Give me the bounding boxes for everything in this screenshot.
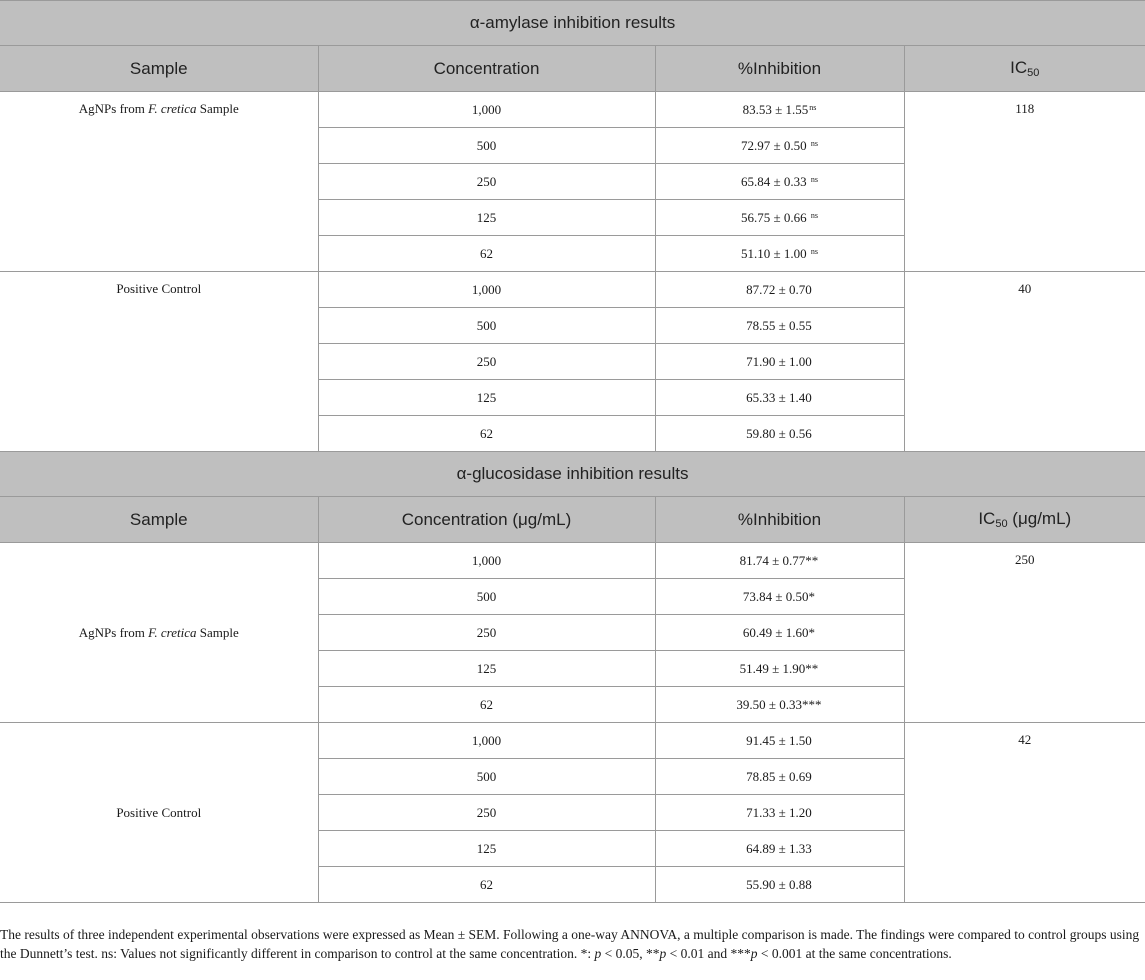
inhibition-value: 55.90 ± 0.88 (746, 876, 812, 892)
significance-mark: ns (809, 102, 817, 112)
concentration-cell: 1,000 (318, 92, 655, 128)
concentration-cell: 62 (318, 236, 655, 272)
inhibition-cell (655, 308, 904, 344)
table-row (0, 272, 1145, 308)
inhibition-value: 39.50 ± 0.33*** (736, 696, 822, 712)
inhibition-cell (655, 795, 904, 831)
ic50-cell: 42 (904, 723, 1145, 903)
concentration-cell: 250 (318, 344, 655, 380)
significance-mark: ns (810, 210, 818, 220)
concentration-cell: 1,000 (318, 543, 655, 579)
inhibition-value: 51.49 ± 1.90** (739, 660, 819, 676)
concentration-cell: 500 (318, 579, 655, 615)
header-ic50: $IC_{50}$ (μg/mL) (904, 497, 1145, 543)
sample-cell (0, 723, 318, 903)
amylase-section (0, 1, 1145, 92)
table-row (0, 723, 1145, 759)
inhibition-cell (655, 128, 904, 164)
inhibition-value: 65.84 ± 0.33 (740, 173, 810, 189)
inhibition-cell (655, 723, 904, 759)
sample-label: Positive Control (116, 281, 202, 296)
inhibition-cell (655, 380, 904, 416)
concentration-cell: 250 (318, 795, 655, 831)
header-ic50: $IC_{50}$ (904, 46, 1145, 92)
inhibition-cell (655, 831, 904, 867)
header-concentration: Concentration (μg/mL) (318, 497, 655, 543)
inhibition-value: 59.80 ± 0.56 (746, 425, 812, 441)
glucosidase-data (0, 543, 1145, 903)
inhibition-cell (655, 867, 904, 903)
inhibition-value: 78.85 ± 0.69 (746, 768, 812, 784)
inhibition-value: 72.97 ± 0.50 (740, 137, 810, 153)
inhibition-cell (655, 759, 904, 795)
table-row (0, 543, 1145, 579)
sample-label: AgNPs from (78, 101, 149, 116)
concentration-cell: 125 (318, 831, 655, 867)
inhibition-cell (655, 344, 904, 380)
sample-species: F. cretica (148, 624, 197, 640)
concentration-cell: 500 (318, 128, 655, 164)
sample-label-suffix: Sample (196, 101, 239, 116)
significance-mark: ns (810, 138, 818, 148)
sample-label-suffix: Sample (196, 624, 239, 640)
glucosidase-section (0, 452, 1145, 543)
inhibition-cell (655, 200, 904, 236)
concentration-cell: 125 (318, 380, 655, 416)
inhibition-value: 71.90 ± 1.00 (746, 353, 812, 369)
concentration-cell: 62 (318, 687, 655, 723)
inhibition-value: 78.55 ± 0.55 (746, 317, 812, 333)
concentration-cell: 62 (318, 867, 655, 903)
inhibition-value: 91.45 ± 1.50 (746, 732, 812, 748)
concentration-cell: 125 (318, 200, 655, 236)
inhibition-cell (655, 543, 904, 579)
significance-mark: ns (810, 246, 818, 256)
table-footnote: The results of three independent experimental observations were expressed as Mean ± SEM. Following a one-way ANNOVA, a multiple comparison is made. The findings were compared to control groups using the Dunnett’s test. ns: Values not significantly different in comparison to control at the same concentration. *: p < 0.05, **p < 0.01 and ***p < 0.001 at the same concentrations. (0, 927, 1140, 961)
concentration-cell: 500 (318, 308, 655, 344)
concentration-cell: 125 (318, 651, 655, 687)
section-title: α-amylase inhibition results (0, 1, 1145, 46)
sample-label: AgNPs from (78, 624, 149, 640)
concentration-cell: 250 (318, 615, 655, 651)
header-inhibition: %Inhibition (655, 497, 904, 543)
inhibition-value: 83.53 ± 1.55 (742, 101, 809, 117)
inhibition-value: 64.89 ± 1.33 (746, 840, 812, 856)
sample-cell (0, 272, 318, 452)
header-sample: Sample (0, 46, 318, 92)
sample-species: F. cretica (148, 101, 197, 116)
inhibition-cell (655, 236, 904, 272)
ic50-cell: 118 (904, 92, 1145, 272)
concentration-cell: 1,000 (318, 723, 655, 759)
ic50-cell: 40 (904, 272, 1145, 452)
ic50-cell: 250 (904, 543, 1145, 723)
inhibition-value: 73.84 ± 0.50* (742, 588, 816, 604)
sample-cell (0, 543, 318, 723)
inhibition-cell (655, 272, 904, 308)
concentration-cell: 1,000 (318, 272, 655, 308)
inhibition-cell (655, 651, 904, 687)
inhibition-cell (655, 416, 904, 452)
inhibition-value: 51.10 ± 1.00 (740, 245, 810, 261)
sample-label: Positive Control (116, 804, 202, 820)
inhibition-cell (655, 92, 904, 128)
section-title: α-glucosidase inhibition results (0, 452, 1145, 497)
inhibition-cell (655, 164, 904, 200)
table-row (0, 92, 1145, 128)
significance-mark: ns (810, 174, 818, 184)
inhibition-value: 65.33 ± 1.40 (746, 389, 812, 405)
concentration-cell: 62 (318, 416, 655, 452)
header-concentration: Concentration (318, 46, 655, 92)
inhibition-cell (655, 687, 904, 723)
concentration-cell: 250 (318, 164, 655, 200)
inhibition-cell (655, 579, 904, 615)
inhibition-value: 81.74 ± 0.77** (739, 552, 819, 568)
sample-cell (0, 92, 318, 272)
header-sample: Sample (0, 497, 318, 543)
inhibition-value: 56.75 ± 0.66 (740, 209, 810, 225)
header-inhibition: %Inhibition (655, 46, 904, 92)
amylase-data (0, 92, 1145, 452)
inhibition-cell (655, 615, 904, 651)
concentration-cell: 500 (318, 759, 655, 795)
inhibition-value: 71.33 ± 1.20 (746, 804, 812, 820)
inhibition-value: 60.49 ± 1.60* (742, 624, 816, 640)
inhibition-value: 87.72 ± 0.70 (746, 281, 812, 297)
